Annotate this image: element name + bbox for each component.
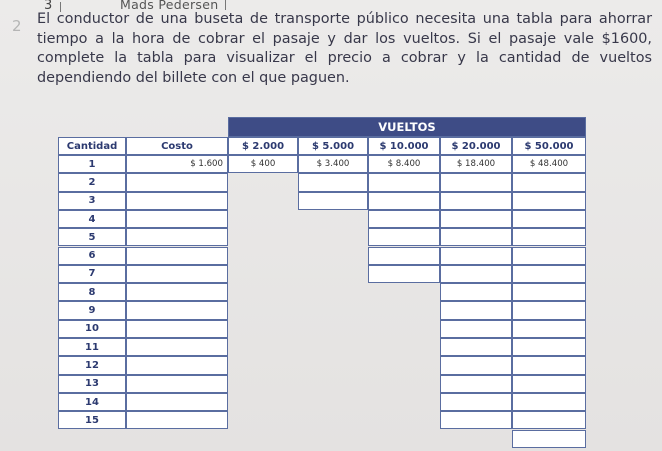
cantidad-cell: 10	[58, 320, 126, 338]
cantidad-cell: 2	[58, 173, 126, 191]
vueltos-cell[interactable]	[368, 210, 440, 228]
vueltos-cell[interactable]: $ 8.400	[368, 155, 440, 173]
column-header-cantidad: Cantidad	[58, 137, 126, 155]
cantidad-cell: 15	[58, 411, 126, 429]
costo-cell[interactable]: $ 1.600	[126, 155, 228, 173]
vueltos-cell[interactable]	[512, 375, 586, 393]
vueltos-cell[interactable]: $ 18.400	[440, 155, 512, 173]
costo-cell[interactable]	[126, 210, 228, 228]
vueltos-cell[interactable]	[512, 283, 586, 301]
vueltos-cell[interactable]	[440, 411, 512, 429]
column-header-bill: $ 20.000	[440, 137, 512, 155]
column-header-bill: $ 2.000	[228, 137, 298, 155]
vueltos-header: VUELTOS	[228, 117, 586, 137]
vueltos-cell[interactable]	[440, 356, 512, 374]
costo-cell[interactable]	[126, 411, 228, 429]
costo-cell[interactable]	[126, 173, 228, 191]
cantidad-cell: 11	[58, 338, 126, 356]
costo-cell[interactable]	[126, 375, 228, 393]
cantidad-cell: 6	[58, 247, 126, 265]
costo-cell[interactable]	[126, 228, 228, 246]
vueltos-cell[interactable]	[512, 430, 586, 448]
column-header-costo: Costo	[126, 137, 228, 155]
vueltos-cell[interactable]	[440, 265, 512, 283]
vueltos-cell[interactable]	[512, 173, 586, 191]
vueltos-cell[interactable]	[440, 393, 512, 411]
cantidad-cell: 13	[58, 375, 126, 393]
vueltos-cell[interactable]	[512, 210, 586, 228]
vueltos-cell[interactable]	[440, 192, 512, 210]
cantidad-cell: 8	[58, 283, 126, 301]
costo-cell[interactable]	[126, 320, 228, 338]
cantidad-cell: 5	[58, 228, 126, 246]
question-number: 2	[12, 17, 22, 35]
vueltos-cell[interactable]	[440, 283, 512, 301]
vueltos-cell[interactable]	[512, 338, 586, 356]
column-header-bill: $ 10.000	[368, 137, 440, 155]
costo-cell[interactable]	[126, 265, 228, 283]
vueltos-cell[interactable]	[512, 411, 586, 429]
vueltos-cell[interactable]	[298, 173, 368, 191]
costo-cell[interactable]	[126, 338, 228, 356]
cantidad-cell: 3	[58, 192, 126, 210]
costo-cell[interactable]	[126, 301, 228, 319]
costo-cell[interactable]	[126, 283, 228, 301]
vueltos-cell[interactable]	[512, 301, 586, 319]
vueltos-cell[interactable]	[440, 228, 512, 246]
costo-cell[interactable]	[126, 393, 228, 411]
vueltos-cell[interactable]	[512, 228, 586, 246]
vueltos-cell[interactable]	[512, 393, 586, 411]
vueltos-cell[interactable]	[512, 192, 586, 210]
cantidad-cell: 7	[58, 265, 126, 283]
vueltos-cell[interactable]	[440, 375, 512, 393]
vueltos-cell[interactable]	[512, 247, 586, 265]
vueltos-cell[interactable]	[298, 192, 368, 210]
header-divider	[225, 0, 226, 10]
vueltos-cell[interactable]	[440, 247, 512, 265]
cantidad-cell: 12	[58, 356, 126, 374]
header-number: 3	[44, 0, 53, 13]
vueltos-cell[interactable]	[512, 320, 586, 338]
question-text: El conductor de una buseta de transporte público necesita una tabla para ahorrar tiempo a la hora de cobrar el pasaje y dar los vueltos. Si el pasaje vale $1600, complete la tabla para visualizar el precio a cobrar y la cantidad de vueltos dependiendo del billete con el que paguen.	[37, 11, 652, 86]
vueltos-cell[interactable]	[440, 210, 512, 228]
vueltos-cell[interactable]	[368, 228, 440, 246]
vueltos-cell[interactable]	[512, 356, 586, 374]
cantidad-cell: 1	[58, 155, 126, 173]
vueltos-cell[interactable]	[440, 338, 512, 356]
vueltos-cell[interactable]	[368, 265, 440, 283]
costo-cell[interactable]	[126, 247, 228, 265]
vueltos-cell[interactable]	[440, 301, 512, 319]
vueltos-cell[interactable]	[512, 265, 586, 283]
vueltos-cell[interactable]: $ 400	[228, 155, 298, 173]
costo-cell[interactable]	[126, 192, 228, 210]
column-header-bill: $ 50.000	[512, 137, 586, 155]
costo-cell[interactable]	[126, 356, 228, 374]
vueltos-cell[interactable]	[368, 173, 440, 191]
cantidad-cell: 4	[58, 210, 126, 228]
student-name: Mads Pedersen	[120, 0, 219, 12]
vueltos-cell[interactable]	[368, 192, 440, 210]
vueltos-cell[interactable]: $ 3.400	[298, 155, 368, 173]
cantidad-cell: 9	[58, 301, 126, 319]
vueltos-cell[interactable]: $ 48.400	[512, 155, 586, 173]
vueltos-cell[interactable]	[368, 247, 440, 265]
vueltos-cell[interactable]	[440, 320, 512, 338]
cantidad-cell: 14	[58, 393, 126, 411]
column-header-bill: $ 5.000	[298, 137, 368, 155]
vueltos-cell[interactable]	[440, 173, 512, 191]
